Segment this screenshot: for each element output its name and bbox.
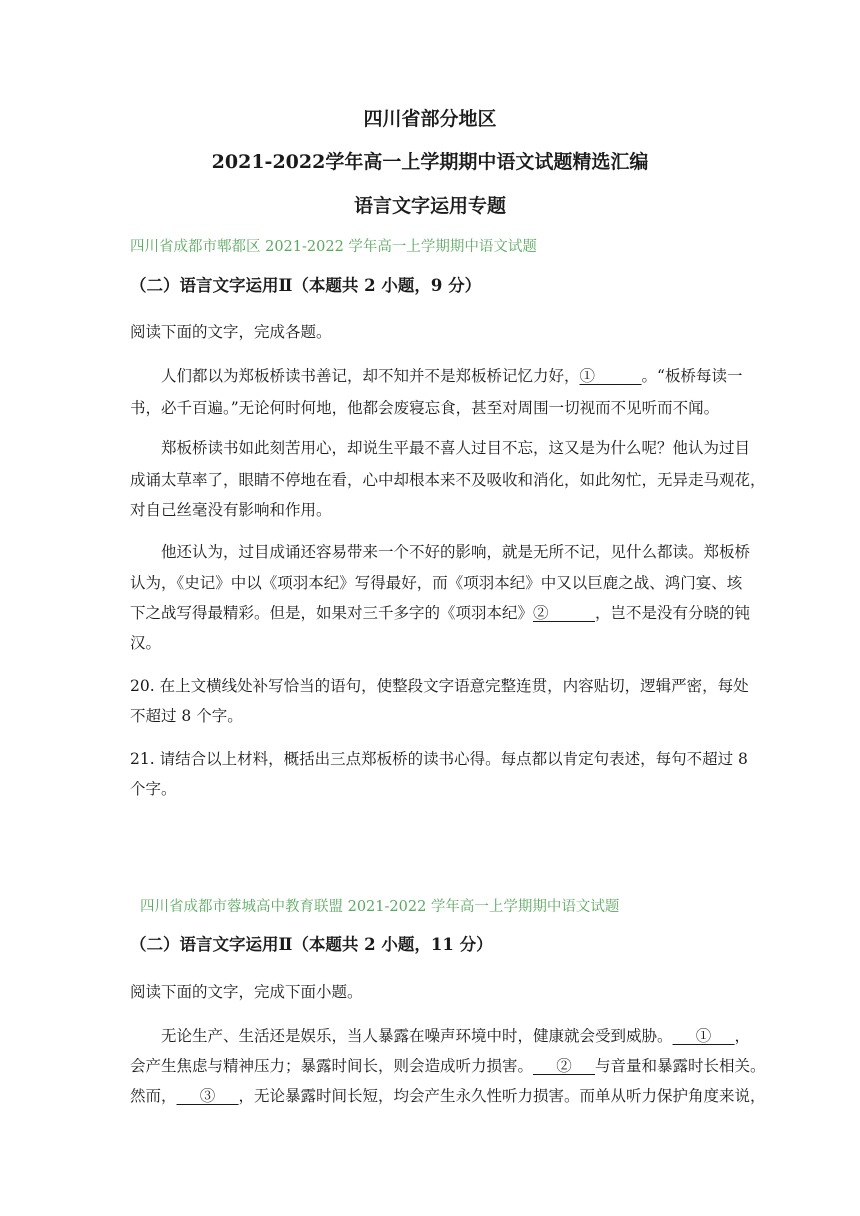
question-20-line1: 20. 在上文横线处补写恰当的语句，使整段文字语意完整连贯，内容贴切，逻辑严密，每处 (130, 677, 749, 695)
blank-1: ___①___ (672, 1027, 735, 1045)
passage1-p3-line1: 他还认为，过目成诵还容易带来一个不好的影响，就是无所不记，见什么都读。郑板桥 (161, 543, 751, 561)
instruction-2: 阅读下面的文字，完成下面小题。 (130, 983, 363, 1001)
section-heading-1: （二）语言文字运用Ⅱ（本题共 2 小题，9 分） (130, 276, 482, 295)
doc-title-region: 四川省部分地区 (363, 108, 497, 130)
passage-text: ，无论暴露时间长短，均会产生永久性听力损害。而单从听力保护角度来说， (238, 1087, 766, 1105)
passage1-p1-line2: 书，必千百遍。”无论何时何地，他都会废寝忘食，甚至对周围一切视而不见听而不闻。 (130, 399, 720, 417)
passage1-p2-line3: 对自己丝毫没有影响和作用。 (130, 501, 332, 519)
passage1-p3-line4: 汉。 (130, 634, 162, 652)
passage1-p3-line2: 认为，《史记》中以《项羽本纪》写得最好，而《项羽本纪》中又以巨鹿之战、鸿门宴、垓 (130, 574, 743, 592)
passage1-p3-line3 (130, 606, 750, 622)
source-line-2: 四川省成都市蓉城高中教育联盟 2021-2022 学年高一上学期期中语文试题 (140, 899, 620, 915)
passage1-p1-line1 (161, 369, 742, 385)
passage-text: 下之战写得最精彩。但是，如果对三千多字的《项羽本纪》 (130, 604, 534, 622)
blank-2: ②______ (533, 604, 596, 622)
question-20-line2: 不超过 8 个字。 (130, 707, 243, 725)
passage-text: 人们都以为郑板桥读书善记，却不知并不是郑板桥记忆力好， (161, 367, 580, 385)
passage-text: 会产生焦虑与精神压力；暴露时间长，则会造成听力损害。 (130, 1057, 534, 1075)
passage2-p1-line1 (161, 1029, 750, 1045)
question-21-line2: 个字。 (130, 780, 177, 798)
doc-title-main: 2021-2022学年高一上学期期中语文试题精选汇编 (211, 151, 649, 173)
passage-text: ， (734, 1027, 751, 1045)
passage2-p1-line3 (130, 1089, 766, 1105)
section-heading-2: （二）语言文字运用Ⅱ（本题共 2 小题，11 分） (130, 935, 493, 954)
passage-text: 。“板桥每读一 (641, 367, 743, 385)
passage-text: 然而， (130, 1087, 177, 1105)
source-line-1: 四川省成都市郫都区 2021-2022 学年高一上学期期中语文试题 (130, 239, 537, 255)
blank-1: ①______ (579, 367, 642, 385)
doc-title-topic: 语言文字运用专题 (353, 195, 506, 217)
blank-3: ___③___ (176, 1087, 239, 1105)
passage2-p1-line2 (130, 1059, 766, 1075)
instruction-1: 阅读下面的文字，完成各题。 (130, 323, 332, 341)
passage-text: ，岂不是没有分晓的钝 (595, 604, 751, 622)
passage1-p2-line2: 成诵太草率了，眼睛不停地在看，心中却根本来不及吸收和消化，如此匆忙，无异走马观花， (130, 471, 766, 489)
passage1-p2-line1: 郑板桥读书如此刻苦用心，却说生平最不喜人过目不忘，这又是为什么呢？他认为过目 (161, 439, 751, 457)
passage-text: 无论生产、生活还是娱乐，当人暴露在噪声环境中时，健康就会受到威胁。 (161, 1027, 673, 1045)
blank-2: ___②___ (533, 1057, 596, 1075)
passage-text: 与音量和暴露时长相关。 (595, 1057, 766, 1075)
question-21-line1: 21. 请结合以上材料，概括出三点郑板桥的读书心得。每点都以肯定句表述，每句不超过 8 (130, 750, 748, 768)
